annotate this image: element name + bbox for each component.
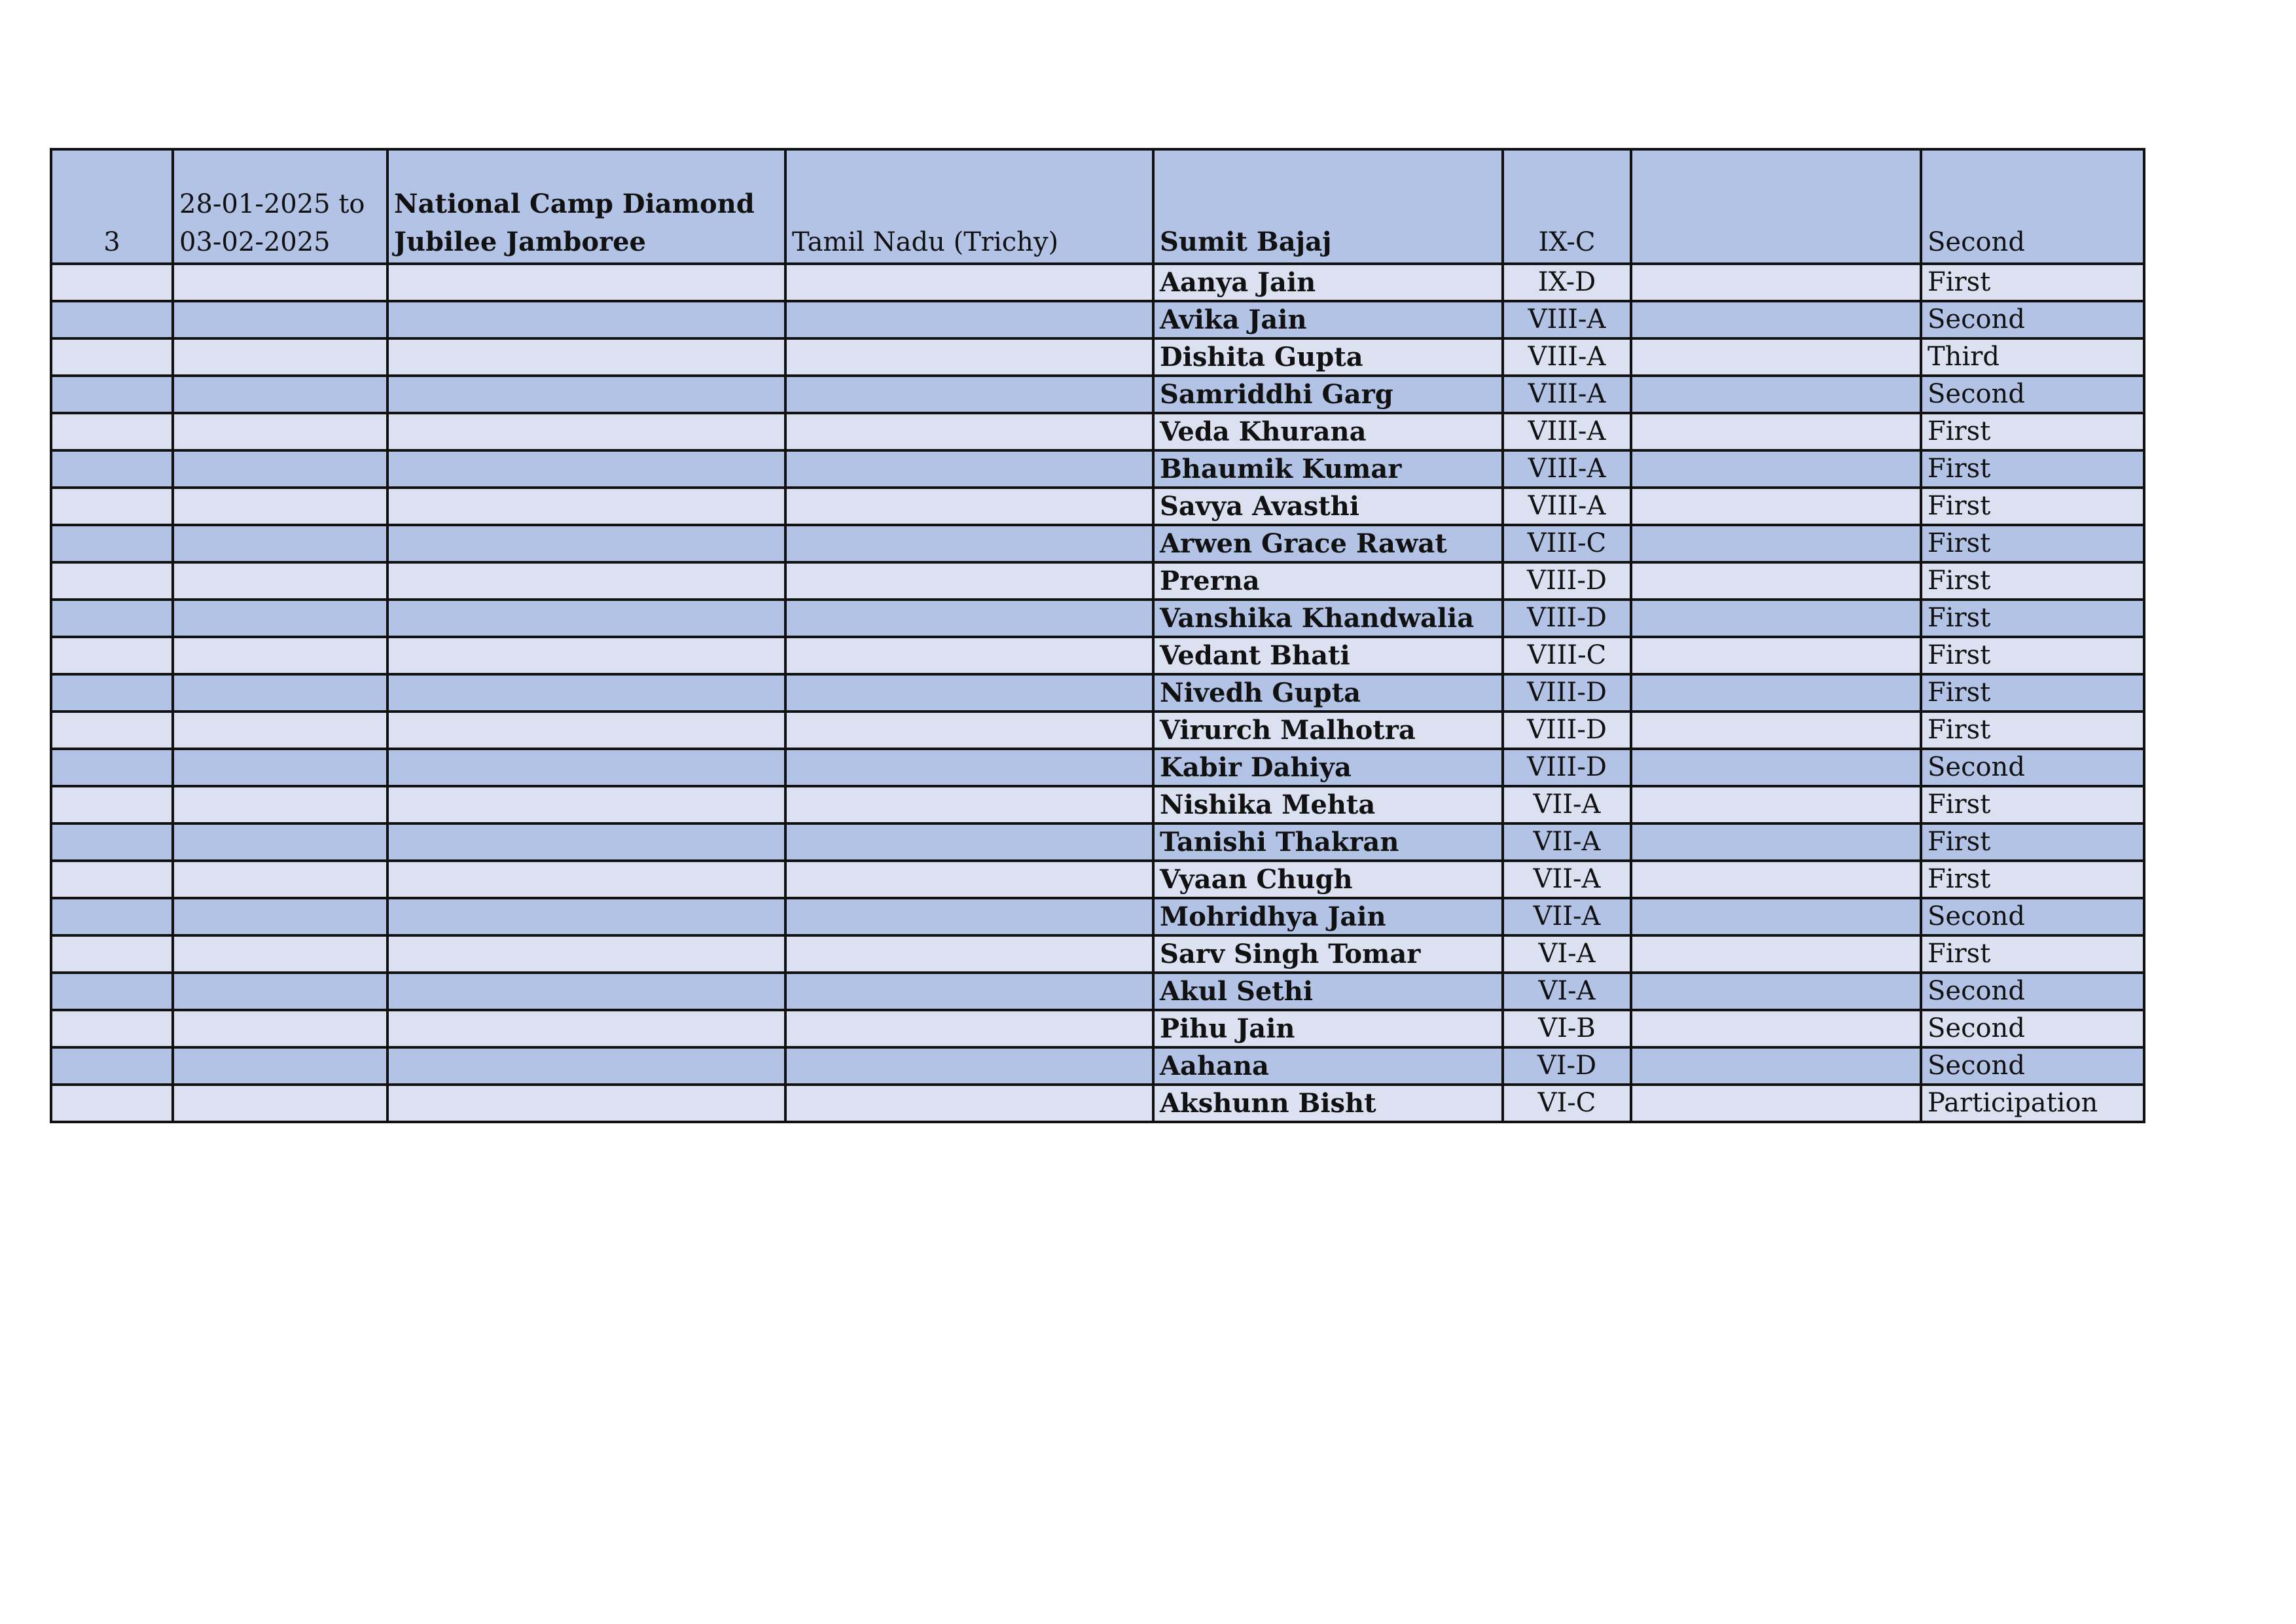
- class-cell: VIII-C: [1503, 637, 1631, 674]
- remark-cell: [1631, 898, 1921, 935]
- date-range-cell: [173, 488, 387, 525]
- position-cell: Second: [1921, 749, 2144, 786]
- class-cell: VI-B: [1503, 1010, 1631, 1047]
- class-cell: IX-C: [1503, 149, 1631, 264]
- venue-cell: [785, 861, 1153, 898]
- venue-cell: [785, 338, 1153, 376]
- date-range-cell: [173, 450, 387, 488]
- event-name-cell: [387, 898, 785, 935]
- table-body: [51, 149, 2144, 1122]
- position-cell: First: [1921, 786, 2144, 823]
- event-name-cell: [387, 562, 785, 600]
- class-cell: VIII-D: [1503, 712, 1631, 749]
- serial-number-cell: [51, 861, 173, 898]
- venue-cell: [785, 674, 1153, 712]
- venue-cell: [785, 1047, 1153, 1085]
- serial-number-cell: [51, 264, 173, 301]
- serial-number-cell: [51, 935, 173, 973]
- participant-name-cell: Sarv Singh Tomar: [1153, 935, 1503, 973]
- event-name-cell: [387, 786, 785, 823]
- class-cell: IX-D: [1503, 264, 1631, 301]
- participant-name-cell: Savya Avasthi: [1153, 488, 1503, 525]
- event-name-cell: [387, 712, 785, 749]
- table-row: [51, 600, 2144, 637]
- venue-cell: [785, 898, 1153, 935]
- venue-cell: [785, 786, 1153, 823]
- venue-cell: [785, 301, 1153, 338]
- serial-number-cell: [51, 525, 173, 562]
- event-name-cell: [387, 338, 785, 376]
- remark-cell: [1631, 712, 1921, 749]
- date-range-cell: [173, 749, 387, 786]
- position-cell: First: [1921, 488, 2144, 525]
- remark-cell: [1631, 1010, 1921, 1047]
- position-cell: Second: [1921, 301, 2144, 338]
- table-row: [51, 749, 2144, 786]
- position-cell: First: [1921, 712, 2144, 749]
- event-name-cell: [387, 674, 785, 712]
- participant-name-cell: Dishita Gupta: [1153, 338, 1503, 376]
- position-cell: Participation: [1921, 1085, 2144, 1122]
- serial-number-cell: [51, 823, 173, 861]
- event-name-cell: [387, 525, 785, 562]
- serial-number-cell: [51, 712, 173, 749]
- remark-cell: [1631, 488, 1921, 525]
- date-range-cell: [173, 301, 387, 338]
- class-cell: VII-A: [1503, 786, 1631, 823]
- table-row: [51, 935, 2144, 973]
- position-cell: Second: [1921, 973, 2144, 1010]
- date-range-cell: [173, 1047, 387, 1085]
- class-cell: VIII-A: [1503, 488, 1631, 525]
- table-row: [51, 525, 2144, 562]
- participant-name-cell: Avika Jain: [1153, 301, 1503, 338]
- position-cell: Second: [1921, 376, 2144, 413]
- participant-name-cell: Mohridhya Jain: [1153, 898, 1503, 935]
- serial-number-cell: [51, 1047, 173, 1085]
- table-row: [51, 562, 2144, 600]
- participant-name-cell: Bhaumik Kumar: [1153, 450, 1503, 488]
- table-row: [51, 712, 2144, 749]
- date-range-cell: [173, 823, 387, 861]
- event-name-cell: [387, 413, 785, 450]
- serial-number-cell: [51, 413, 173, 450]
- serial-number-cell: [51, 488, 173, 525]
- class-cell: VI-D: [1503, 1047, 1631, 1085]
- event-name-cell: [387, 301, 785, 338]
- table-row: [51, 973, 2144, 1010]
- venue-cell: [785, 973, 1153, 1010]
- serial-number-cell: [51, 450, 173, 488]
- table-row: [51, 301, 2144, 338]
- class-cell: VIII-A: [1503, 413, 1631, 450]
- serial-number-cell: [51, 637, 173, 674]
- venue-cell: [785, 1010, 1153, 1047]
- position-cell: First: [1921, 264, 2144, 301]
- position-cell: First: [1921, 823, 2144, 861]
- remark-cell: [1631, 264, 1921, 301]
- remark-cell: [1631, 149, 1921, 264]
- event-name-cell: [387, 600, 785, 637]
- remark-cell: [1631, 749, 1921, 786]
- remark-cell: [1631, 525, 1921, 562]
- date-range-cell: [173, 712, 387, 749]
- venue-cell: [785, 935, 1153, 973]
- results-table: [50, 148, 2145, 1123]
- participant-name-cell: Vanshika Khandwalia: [1153, 600, 1503, 637]
- participant-name-cell: Vedant Bhati: [1153, 637, 1503, 674]
- date-range-cell: [173, 338, 387, 376]
- serial-number-cell: [51, 674, 173, 712]
- serial-number-cell: [51, 1085, 173, 1122]
- venue-cell: Tamil Nadu (Trichy): [785, 149, 1153, 264]
- class-cell: VIII-D: [1503, 562, 1631, 600]
- venue-cell: [785, 637, 1153, 674]
- date-range-cell: [173, 264, 387, 301]
- venue-cell: [785, 600, 1153, 637]
- event-name-cell: [387, 973, 785, 1010]
- date-range-cell: [173, 935, 387, 973]
- table-row: [51, 450, 2144, 488]
- position-cell: First: [1921, 674, 2144, 712]
- remark-cell: [1631, 562, 1921, 600]
- venue-cell: [785, 1085, 1153, 1122]
- table-row: [51, 338, 2144, 376]
- class-cell: VI-A: [1503, 935, 1631, 973]
- date-range-cell: [173, 600, 387, 637]
- position-cell: First: [1921, 861, 2144, 898]
- remark-cell: [1631, 823, 1921, 861]
- remark-cell: [1631, 861, 1921, 898]
- serial-number-cell: [51, 562, 173, 600]
- remark-cell: [1631, 450, 1921, 488]
- class-cell: VIII-A: [1503, 376, 1631, 413]
- table-row: [51, 861, 2144, 898]
- remark-cell: [1631, 413, 1921, 450]
- venue-cell: [785, 488, 1153, 525]
- table-row: [51, 1010, 2144, 1047]
- remark-cell: [1631, 973, 1921, 1010]
- participant-name-cell: Nishika Mehta: [1153, 786, 1503, 823]
- remark-cell: [1631, 600, 1921, 637]
- class-cell: VIII-D: [1503, 600, 1631, 637]
- position-cell: First: [1921, 600, 2144, 637]
- date-range-cell: [173, 637, 387, 674]
- venue-cell: [785, 413, 1153, 450]
- remark-cell: [1631, 301, 1921, 338]
- participant-name-cell: Nivedh Gupta: [1153, 674, 1503, 712]
- event-name-cell: [387, 450, 785, 488]
- participant-name-cell: Tanishi Thakran: [1153, 823, 1503, 861]
- class-cell: VII-A: [1503, 898, 1631, 935]
- event-name-cell: [387, 749, 785, 786]
- position-cell: Second: [1921, 149, 2144, 264]
- position-cell: First: [1921, 637, 2144, 674]
- date-range-cell: [173, 1010, 387, 1047]
- position-cell: Third: [1921, 338, 2144, 376]
- position-cell: First: [1921, 525, 2144, 562]
- remark-cell: [1631, 1047, 1921, 1085]
- event-name-cell: [387, 935, 785, 973]
- remark-cell: [1631, 1085, 1921, 1122]
- remark-cell: [1631, 338, 1921, 376]
- remark-cell: [1631, 637, 1921, 674]
- participant-name-cell: Arwen Grace Rawat: [1153, 525, 1503, 562]
- venue-cell: [785, 562, 1153, 600]
- date-range-cell: [173, 674, 387, 712]
- venue-cell: [785, 376, 1153, 413]
- date-range-cell: [173, 861, 387, 898]
- venue-cell: [785, 264, 1153, 301]
- class-cell: VIII-A: [1503, 450, 1631, 488]
- table-row: [51, 488, 2144, 525]
- venue-cell: [785, 712, 1153, 749]
- table-row: [51, 674, 2144, 712]
- position-cell: First: [1921, 413, 2144, 450]
- serial-number-cell: [51, 338, 173, 376]
- table-row: [51, 823, 2144, 861]
- venue-cell: [785, 823, 1153, 861]
- participant-name-cell: Virurch Malhotra: [1153, 712, 1503, 749]
- event-name-cell: [387, 376, 785, 413]
- event-name-cell: [387, 264, 785, 301]
- event-name-cell: [387, 1010, 785, 1047]
- date-range-cell: [173, 413, 387, 450]
- event-name-cell: National Camp Diamond Jubilee Jamboree: [387, 149, 785, 264]
- date-range-cell: [173, 562, 387, 600]
- remark-cell: [1631, 935, 1921, 973]
- participant-name-cell: Samriddhi Garg: [1153, 376, 1503, 413]
- class-cell: VIII-C: [1503, 525, 1631, 562]
- remark-cell: [1631, 376, 1921, 413]
- table-row: [51, 1085, 2144, 1122]
- remark-cell: [1631, 786, 1921, 823]
- position-cell: Second: [1921, 898, 2144, 935]
- venue-cell: [785, 749, 1153, 786]
- serial-number-cell: [51, 749, 173, 786]
- position-cell: First: [1921, 450, 2144, 488]
- table-row: [51, 149, 2144, 264]
- participant-name-cell: Prerna: [1153, 562, 1503, 600]
- table-row: [51, 376, 2144, 413]
- participant-name-cell: Kabir Dahiya: [1153, 749, 1503, 786]
- event-name-cell: [387, 1085, 785, 1122]
- participant-name-cell: Aanya Jain: [1153, 264, 1503, 301]
- event-name-cell: [387, 861, 785, 898]
- class-cell: VIII-A: [1503, 338, 1631, 376]
- event-name-cell: [387, 637, 785, 674]
- serial-number-cell: [51, 786, 173, 823]
- date-range-cell: [173, 786, 387, 823]
- participant-name-cell: Aahana: [1153, 1047, 1503, 1085]
- date-range-cell: [173, 898, 387, 935]
- event-name-cell: [387, 488, 785, 525]
- position-cell: First: [1921, 562, 2144, 600]
- class-cell: VII-A: [1503, 823, 1631, 861]
- serial-number-cell: [51, 898, 173, 935]
- participant-name-cell: Sumit Bajaj: [1153, 149, 1503, 264]
- remark-cell: [1631, 674, 1921, 712]
- table-row: [51, 786, 2144, 823]
- date-range-cell: [173, 973, 387, 1010]
- class-cell: VIII-A: [1503, 301, 1631, 338]
- serial-number-cell: [51, 600, 173, 637]
- serial-number-cell: [51, 1010, 173, 1047]
- participant-name-cell: Vyaan Chugh: [1153, 861, 1503, 898]
- class-cell: VI-A: [1503, 973, 1631, 1010]
- class-cell: VI-C: [1503, 1085, 1631, 1122]
- date-range-cell: [173, 525, 387, 562]
- serial-number-cell: 3: [51, 149, 173, 264]
- class-cell: VIII-D: [1503, 674, 1631, 712]
- serial-number-cell: [51, 973, 173, 1010]
- date-range-cell: [173, 376, 387, 413]
- class-cell: VIII-D: [1503, 749, 1631, 786]
- table-row: [51, 1047, 2144, 1085]
- participant-name-cell: Pihu Jain: [1153, 1010, 1503, 1047]
- table-row: [51, 898, 2144, 935]
- participant-name-cell: Akul Sethi: [1153, 973, 1503, 1010]
- participant-name-cell: Akshunn Bisht: [1153, 1085, 1503, 1122]
- table-row: [51, 264, 2144, 301]
- serial-number-cell: [51, 301, 173, 338]
- venue-cell: [785, 525, 1153, 562]
- position-cell: Second: [1921, 1047, 2144, 1085]
- serial-number-cell: [51, 376, 173, 413]
- position-cell: Second: [1921, 1010, 2144, 1047]
- event-name-cell: [387, 1047, 785, 1085]
- venue-cell: [785, 450, 1153, 488]
- event-name-cell: [387, 823, 785, 861]
- date-range-cell: 28-01-2025 to 03-02-2025: [173, 149, 387, 264]
- date-range-cell: [173, 1085, 387, 1122]
- participant-name-cell: Veda Khurana: [1153, 413, 1503, 450]
- table-row: [51, 637, 2144, 674]
- class-cell: VII-A: [1503, 861, 1631, 898]
- position-cell: First: [1921, 935, 2144, 973]
- table-row: [51, 413, 2144, 450]
